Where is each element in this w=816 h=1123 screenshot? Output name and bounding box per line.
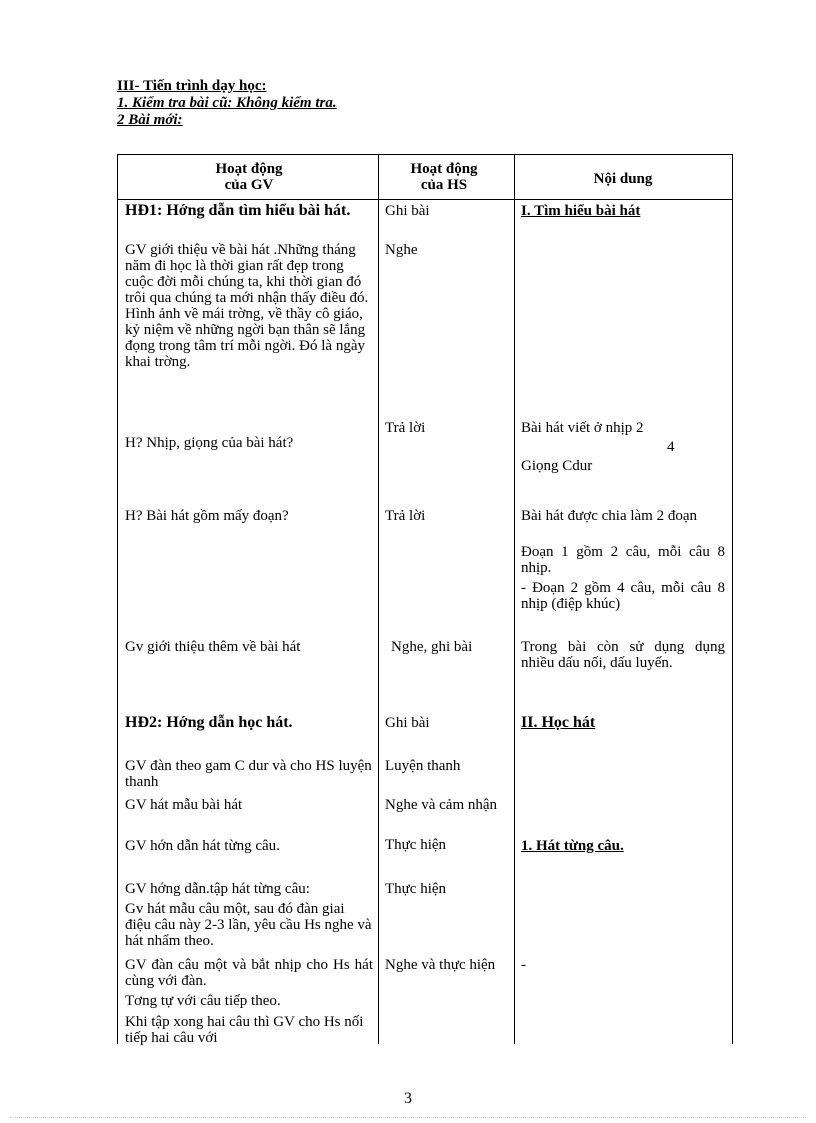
extra-gv: Gv giới thiệu thêm về bài hát	[125, 639, 301, 655]
hd2-title: HĐ2: Hớng dẫn học hát.	[125, 714, 293, 731]
guide-gv: GV hớn dẫn hát từng câu.	[125, 838, 280, 854]
parts-content-2: Đoạn 1 gồm 2 câu, mỗi câu 8 nhịp.	[521, 544, 725, 576]
heading-review: 1. Kiểm tra bài cũ: Không kiểm tra.	[117, 95, 337, 111]
guide-content: 1. Hát từng câu.	[521, 838, 624, 854]
guide-hs: Thực hiện	[385, 837, 447, 853]
extra-hs: Nghe, ghi bài	[391, 639, 473, 655]
practice-hs: Thực hiện	[385, 881, 447, 897]
warmup-hs: Luyện thanh	[385, 758, 461, 774]
header-hs-line1: Hoạt động	[410, 161, 478, 177]
hd1-content: I. Tìm hiểu bài hát	[521, 203, 641, 219]
header-content: Nội dung	[593, 171, 653, 187]
header-separator	[117, 199, 733, 200]
meter-content-2: Giọng Cdur	[521, 458, 593, 474]
meter-gv: H? Nhịp, giọng của bài hát?	[125, 435, 294, 451]
together-hs: Nghe và thực hiện	[385, 957, 496, 973]
hd2-content: II. Học hát	[521, 714, 596, 731]
header-hs-line2: của HS	[420, 177, 468, 193]
heading-new-lesson: 2 Bài mới:	[117, 112, 183, 128]
hd1-title: HĐ1: Hớng dẫn tìm hiểu bài hát.	[125, 202, 351, 219]
practice-gv-2: Gv hát mẫu câu một, sau đó đàn giai điệu câu này 2-3 lần, yêu cầu Hs nghe và hát nhẩm theo.	[125, 901, 372, 949]
practice-gv-1: GV hớng dẫn.tập hát từng câu:	[125, 881, 310, 897]
parts-content-3: - Đoạn 2 gồm 4 câu, mỗi câu 8 nhịp (điệp khúc)	[521, 580, 725, 612]
intro-gv: GV giới thiệu về bài hát .Những tháng năm đi học là thời gian rất đẹp trong cuộc đời mỗi chúng ta, khi thời gian đó trôi qua chúng ta mới nhận thấy điều đó. Hình ảnh về mái trờng, về thầy cô giáo, kỷ niệm về những ngời bạn thân sẽ lắng đọng trong tâm trí mỗi ngời. Đó là ngày khai trờng.	[125, 242, 369, 370]
extra-content: Trong bài còn sử dụng dụng nhiều dấu nối, dấu luyến.	[521, 639, 725, 671]
intro-hs: Nghe	[385, 242, 418, 258]
page-bottom-dotted-line	[10, 1117, 806, 1118]
table-border-left	[117, 155, 118, 1044]
heading-process: III- Tiến trình dạy học:	[117, 78, 267, 94]
together-gv-2: Tơng tự với câu tiếp theo.	[125, 993, 281, 1009]
header-gv-line2: của GV	[224, 177, 274, 193]
header-hs	[385, 161, 503, 193]
hd1-hs: Ghi bài	[385, 203, 430, 219]
header-gv-line1: Hoạt động	[215, 161, 283, 177]
parts-gv: H? Bài hát gồm mấy đoạn?	[125, 508, 289, 524]
header-gv	[125, 161, 373, 193]
together-gv-1: GV đàn câu một và bắt nhịp cho Hs hát cùng với đàn.	[125, 957, 373, 989]
table-divider-2	[514, 155, 515, 1044]
together-content: -	[521, 957, 526, 973]
section-heading	[117, 78, 337, 129]
table-divider-1	[378, 155, 379, 1044]
table-border-right	[732, 155, 733, 1044]
demo-gv: GV hát mẫu bài hát	[125, 797, 243, 813]
meter-denominator: 4	[667, 439, 675, 455]
demo-hs: Nghe và cảm nhận	[385, 797, 498, 813]
hd2-hs: Ghi bài	[385, 715, 430, 731]
meter-hs: Trả lời	[385, 420, 426, 436]
parts-content-1: Bài hát được chia làm 2 đoạn	[521, 508, 698, 524]
together-gv-3: Khi tập xong hai câu thì GV cho Hs nối tiếp hai câu với	[125, 1014, 364, 1046]
parts-hs: Trả lời	[385, 508, 426, 524]
meter-content-1: Bài hát viết ở nhịp 2	[521, 420, 644, 436]
warmup-gv: GV đàn theo gam C dur và cho HS luyện thanh	[125, 758, 372, 790]
page-number: 3	[404, 1090, 412, 1107]
